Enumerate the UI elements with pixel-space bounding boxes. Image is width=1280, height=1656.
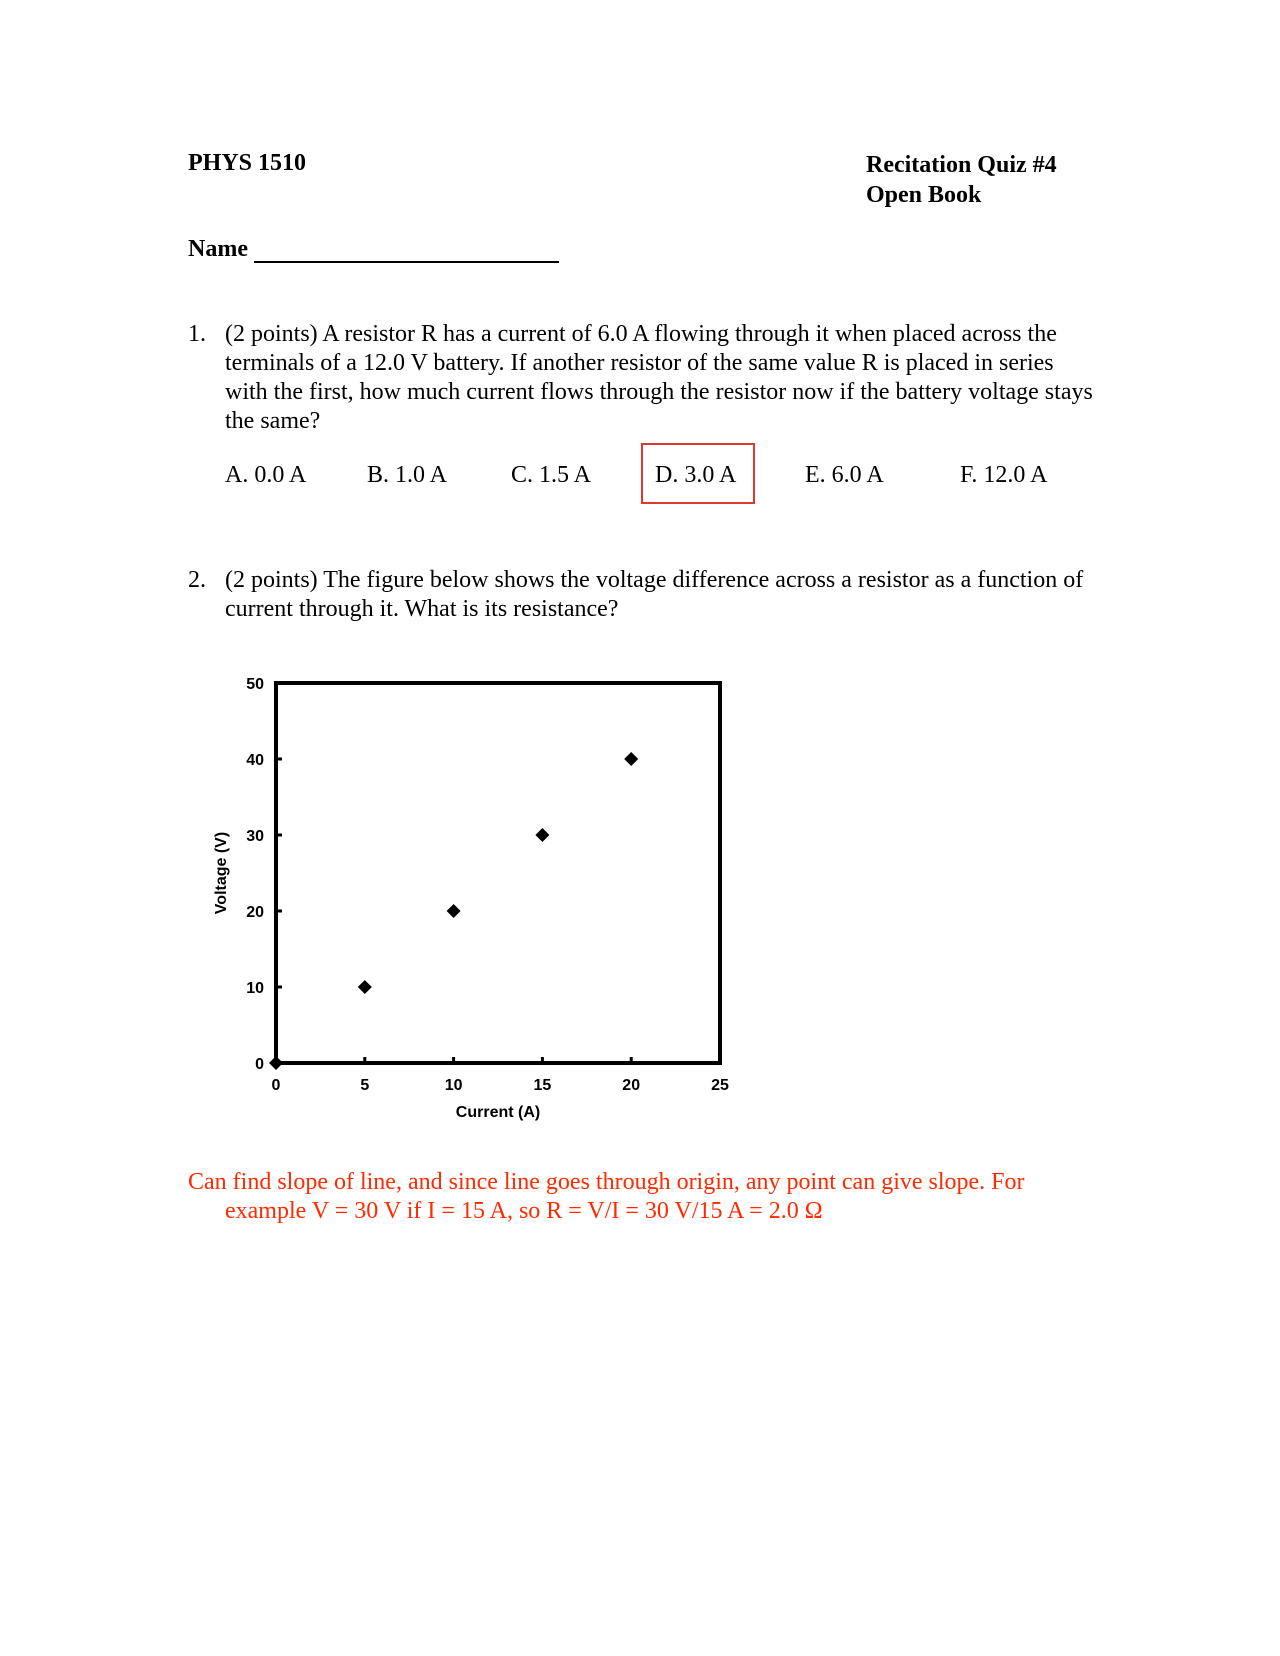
question-text: (2 points) A resistor R has a current of 6.0 A flowing through it when placed across the terminals of a 12.0 V battery. If another resistor of the same value R is placed in series with the first, how much current flows through the resistor now if the battery voltage stays the same?	[225, 321, 1093, 434]
y-tick-label: 20	[246, 904, 264, 921]
x-tick-label: 25	[711, 1077, 729, 1094]
quiz-title-block	[866, 150, 1057, 210]
x-tick-label: 10	[444, 1077, 463, 1094]
name-label: Name	[188, 236, 248, 262]
choice-f[interactable]: F. 12.0 A	[960, 462, 1048, 488]
voltage-current-chart	[200, 670, 760, 1140]
quiz-subtitle: Open Book	[866, 182, 982, 208]
quiz-title: Recitation Quiz #4	[866, 152, 1057, 178]
question-number: 1.	[188, 321, 206, 347]
x-axis-label: Current (A)	[455, 1104, 541, 1121]
choice-a[interactable]: A. 0.0 A	[225, 462, 307, 488]
y-tick-label: 10	[246, 980, 264, 997]
data-point	[358, 980, 372, 994]
y-tick-label: 30	[246, 828, 264, 845]
chart-svg	[200, 670, 760, 1140]
solution-line-2: example V = 30 V if I = 15 A, so R = V/I = 30 V/15 A = 2.0 Ω	[225, 1198, 823, 1224]
x-tick-label: 0	[271, 1077, 281, 1094]
data-point	[269, 1056, 283, 1070]
choice-e[interactable]: E. 6.0 A	[805, 462, 884, 488]
y-axis-label: Voltage (V)	[213, 831, 230, 915]
name-field	[188, 236, 559, 263]
data-point	[535, 828, 549, 842]
data-point	[624, 752, 638, 766]
choice-d[interactable]: D. 3.0 A	[655, 462, 737, 488]
x-tick-label: 5	[360, 1077, 370, 1094]
name-blank-line[interactable]	[254, 237, 559, 263]
plot-frame	[276, 683, 720, 1063]
choice-c[interactable]: C. 1.5 A	[511, 462, 592, 488]
x-tick-label: 20	[622, 1077, 641, 1094]
solution-line-1: Can find slope of line, and since line goes through origin, any point can give slope. For	[188, 1169, 1025, 1195]
question-text: (2 points) The figure below shows the voltage difference across a resistor as a function of current through it. What is its resistance?	[225, 567, 1084, 622]
data-points	[269, 752, 638, 1070]
y-tick-label: 0	[255, 1056, 264, 1073]
choice-b[interactable]: B. 1.0 A	[367, 462, 448, 488]
data-point	[447, 904, 461, 918]
course-code: PHYS 1510	[188, 150, 307, 176]
x-tick-label: 15	[533, 1077, 552, 1094]
y-tick-label: 50	[246, 676, 264, 693]
solution-note	[188, 1168, 1088, 1226]
y-tick-label: 40	[246, 752, 264, 769]
question-number: 2.	[188, 567, 206, 593]
